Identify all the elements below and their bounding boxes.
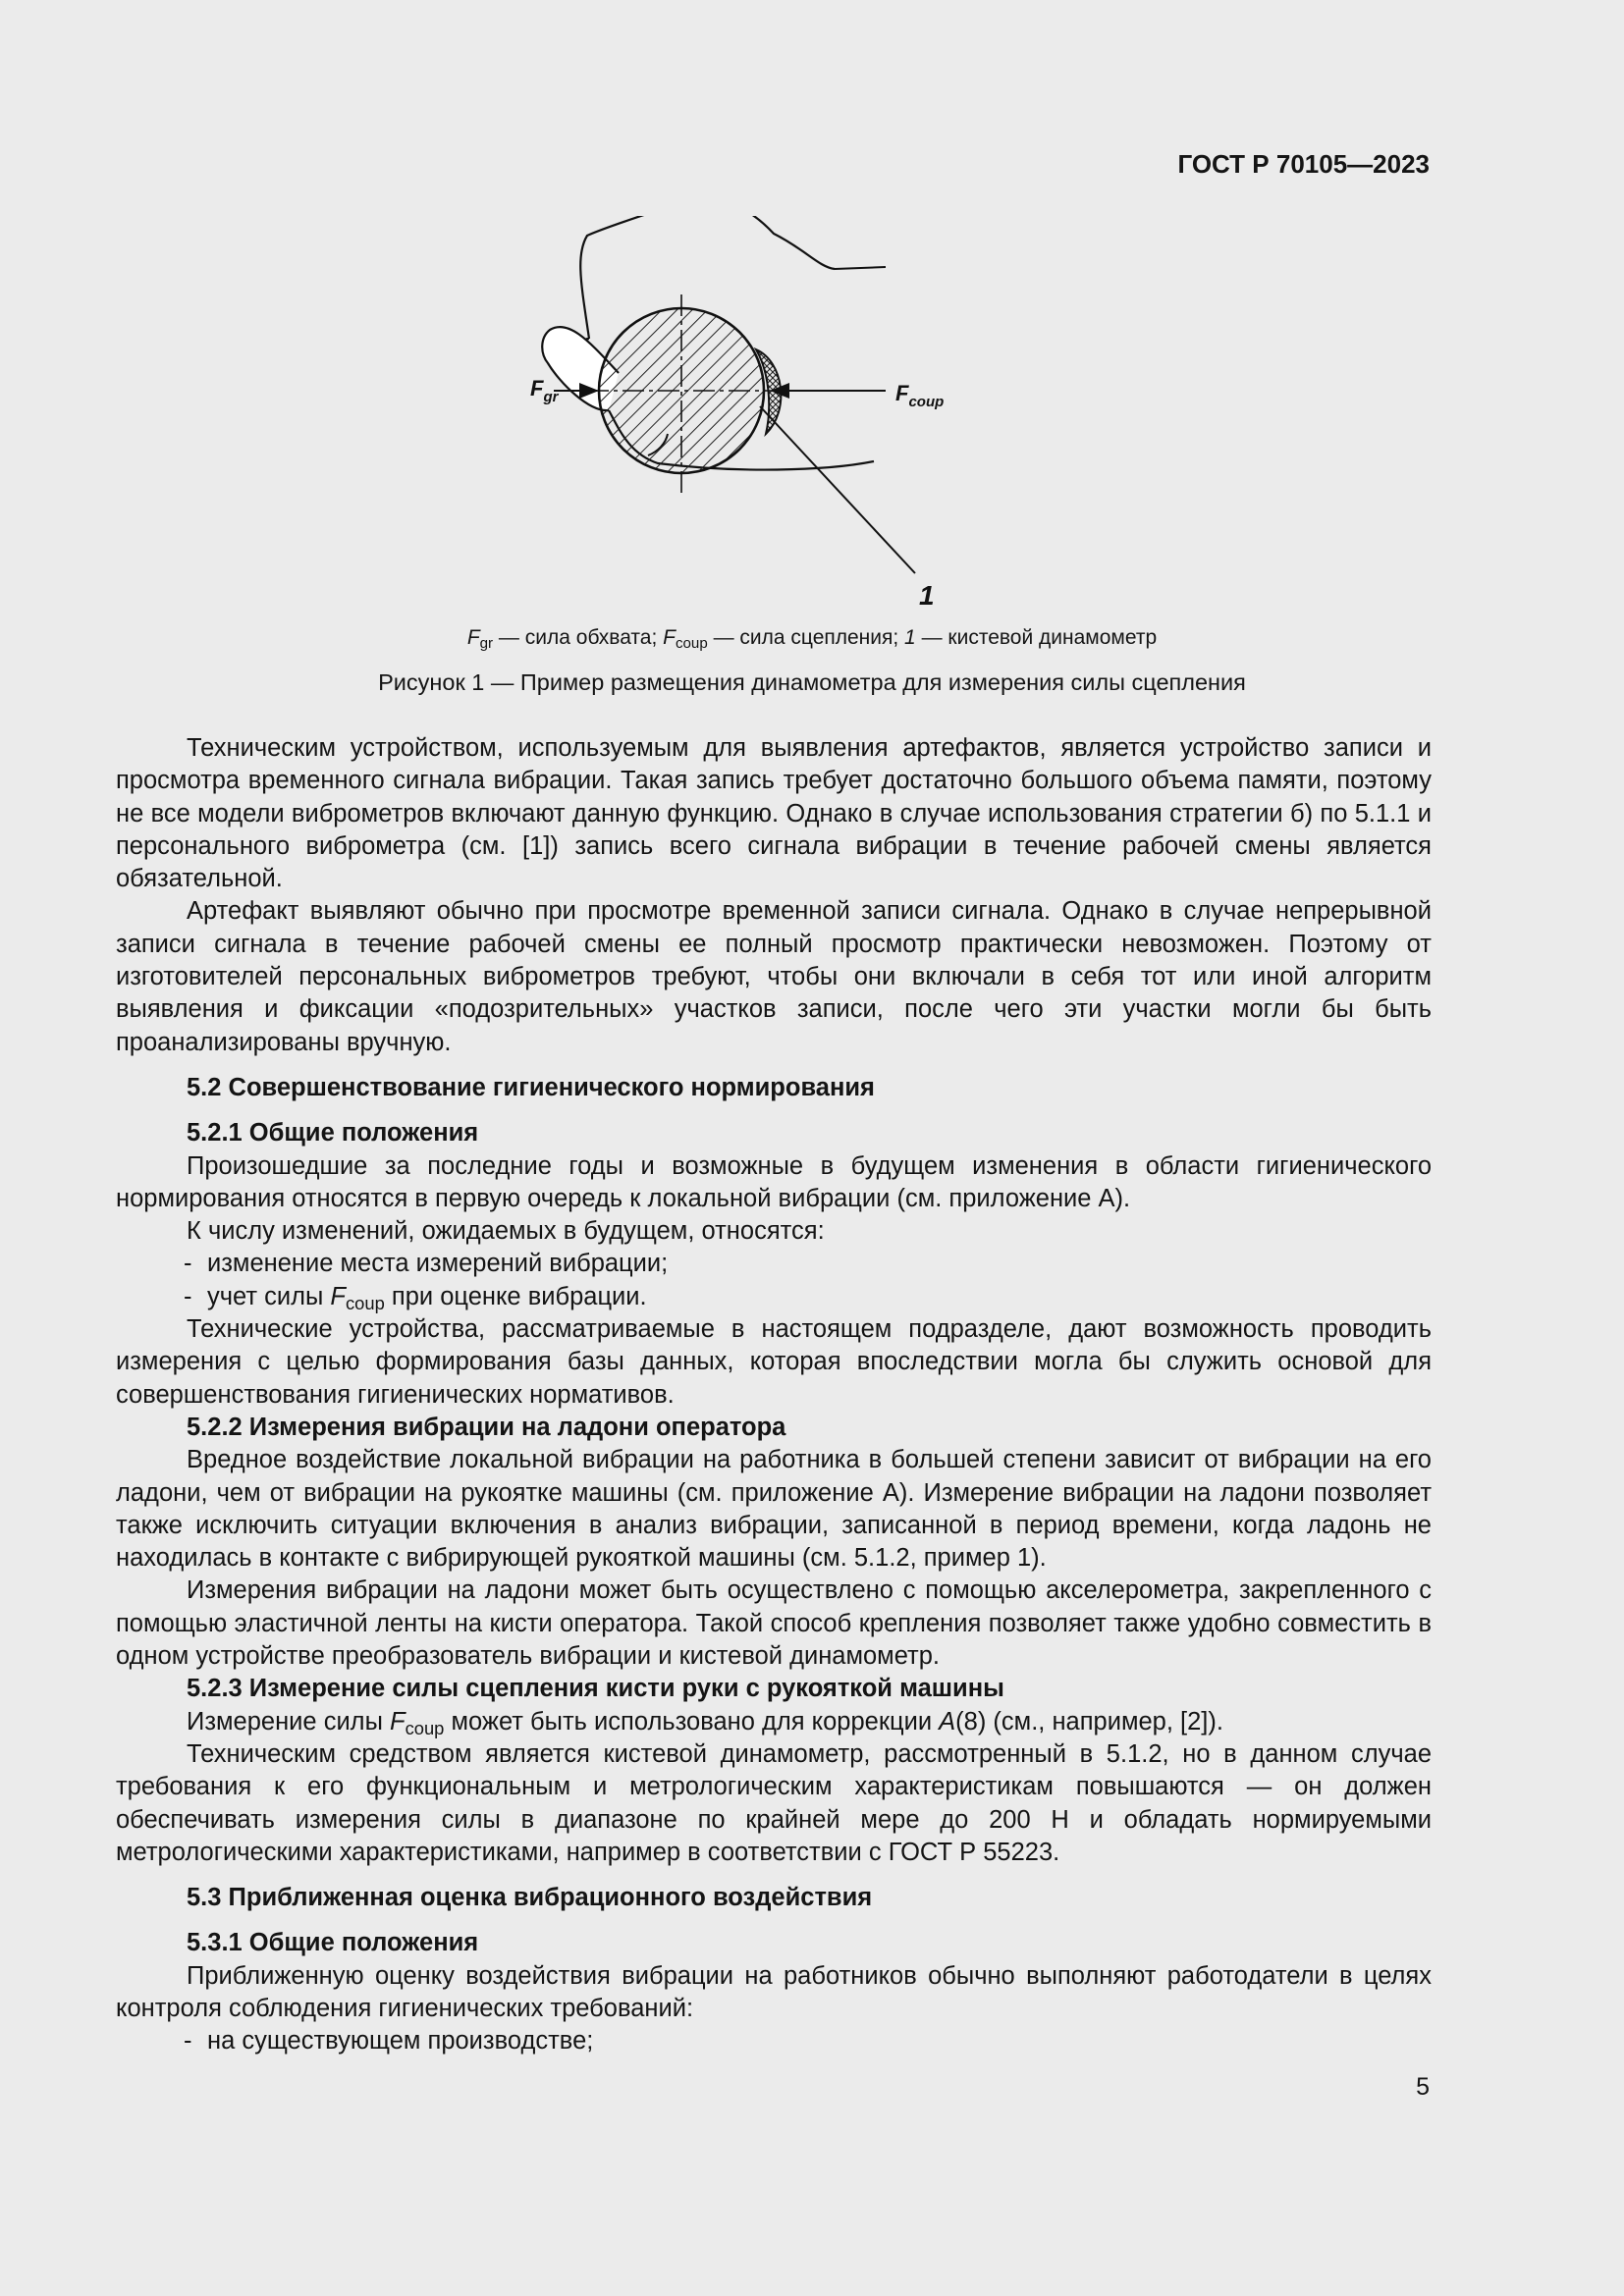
document-id: ГОСТ Р 70105—2023 (1177, 149, 1430, 179)
paragraph: Технические устройства, рассматриваемые в настоящем подразделе, дают возможность проводить измерения с целью формирования базы данных, которая впоследствии могла бы служить основой для совершенствования гигиенических нормативов. (116, 1315, 1432, 1409)
list-item (116, 1248, 1432, 1280)
legend-fcoup-symbol: F (663, 626, 676, 649)
text: (8) (см., например, [2]). (955, 1707, 1223, 1735)
legend-fcoup-sub: coup (675, 635, 708, 653)
list-dash: - (184, 1282, 192, 1310)
list-item (116, 2025, 1432, 2057)
paragraph: Вредное воздействие локальной вибрации на работника в большей степени зависит от вибрации на его ладони, чем от вибрации на рукоятке машины (см. приложение А). Измерение вибрации на ладони позволяет также исключить ситуации включения в анализ вибрации, записанной в период времени, когда ладонь не находилась в контакте с вибрирующей рукояткой машины (см. 5.1.2, пример 1). (116, 1446, 1432, 1573)
section-heading-5-2-2: 5.2.2 Измерения вибрации на ладони оператора (187, 1413, 786, 1441)
legend-fgr-symbol: F (466, 626, 480, 649)
label-1: 1 (919, 580, 935, 611)
legend-num-text: — кистевой динамометр (915, 626, 1158, 649)
label-fcoup-sub: coup (908, 394, 945, 410)
section-heading-5-3-1: 5.3.1 Общие положения (187, 1929, 479, 1957)
list-item-text: при оценке вибрации. (384, 1282, 647, 1310)
legend-fgr-text: — сила обхвата; (493, 626, 664, 649)
symbol-f: F (330, 1282, 346, 1310)
paragraph: Техническим устройством, используемым для выявления артефактов, является устройство записи и просмотра временного сигнала вибрации. Такая запись требует достаточно большого объема памяти, поэтому не все модели виброметров включают данную функцию. Однако в случае использования стратегии б) по 5.1.1 и персонального виброметра (см. [1]) запись всего сигнала вибрации в течение рабочей смены является обязательной. (116, 734, 1432, 893)
figure-dynamometer (511, 216, 1041, 618)
document-body (116, 732, 1432, 2058)
section-heading-5-2-1: 5.2.1 Общие положения (187, 1119, 479, 1148)
symbol-a: A (939, 1707, 956, 1735)
paragraph: Артефакт выявляют обычно при просмотре временной записи сигнала. Однако в случае непрерывной записи сигнала в течение рабочей смены ее полный просмотр практически невозможен. Поэтому от изготовителей персональных виброметров требуют, чтобы они включали в себя тот или иной алгоритм выявления и фиксации «подозрительных» участков записи, после чего эти участки могли бы быть проанализированы вручную. (116, 897, 1432, 1056)
paragraph (116, 1706, 1432, 1738)
figure-legend (0, 626, 1624, 653)
svg-text:Fcoup (895, 381, 944, 410)
symbol-sub: coup (346, 1292, 385, 1313)
section-heading-5-2: 5.2 Совершенствование гигиенического нормирования (187, 1073, 875, 1101)
leader-line (760, 406, 915, 573)
list-item-text: на существующем производстве; (207, 2027, 594, 2056)
legend-num: 1 (904, 626, 916, 649)
text: Измерение силы (187, 1707, 390, 1735)
section-heading-5-3: 5.3 Приближенная оценка вибрационного воздействия (187, 1884, 873, 1912)
paragraph: Измерения вибрации на ладони может быть осуществлено с помощью акселерометра, закрепленного с помощью эластичной ленты на кисти оператора. Такой способ крепления позволяет также удобно совместить в одном устройстве преобразователь вибрации и кистевой динамометр. (116, 1576, 1432, 1671)
label-fgr-sub: gr (543, 389, 559, 405)
label-fcoup: F (895, 381, 909, 405)
page-number: 5 (1416, 2073, 1430, 2101)
svg-text:Fgr (530, 376, 560, 405)
hand-dynamometer-drawing (511, 216, 1041, 618)
paragraph: Техническим средством является кистевой динамометр, рассмотренный в 5.1.2, но в данном случае требования к его функциональным и метрологическим характеристикам повышаются — он должен обеспечивать измерения силы в диапазоне по крайней мере до 200 Н и обладать нормируемыми метрологическими характеристиками, например в соответствии с ГОСТ Р 55223. (116, 1739, 1432, 1866)
paragraph: Приближенную оценку воздействия вибрации на работников обычно выполняют работодатели в целях контроля соблюдения гигиенических требований: (116, 1961, 1432, 2022)
symbol-sub: coup (405, 1717, 445, 1738)
label-fgr: F (530, 376, 544, 400)
legend-fgr-sub: gr (479, 635, 494, 653)
legend-fcoup-text: — сила сцепления; (707, 626, 905, 649)
symbol-f: F (389, 1707, 406, 1735)
list-item-text: изменение места измерений вибрации; (207, 1250, 669, 1278)
list-dash: - (184, 2027, 192, 2056)
list-item-text: учет силы (207, 1282, 331, 1310)
figure-caption: Рисунок 1 — Пример размещения динамометра для измерения силы сцепления (378, 669, 1246, 695)
paragraph: Произошедшие за последние годы и возможные в будущем изменения в области гигиенического нормирования относятся в первую очередь к локальной вибрации (см. приложение А). (116, 1151, 1432, 1212)
paragraph: К числу изменений, ожидаемых в будущем, относятся: (187, 1217, 825, 1246)
list-dash: - (184, 1250, 192, 1278)
list-item (116, 1281, 1432, 1313)
text: может быть использовано для коррекции (444, 1707, 940, 1735)
section-heading-5-2-3: 5.2.3 Измерение силы сцепления кисти руки с рукояткой машины (187, 1675, 1004, 1703)
